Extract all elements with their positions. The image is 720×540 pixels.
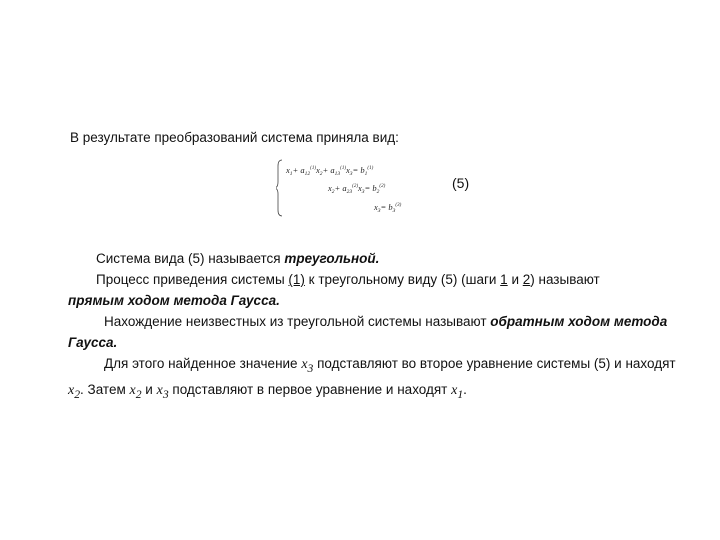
eq3-term: $x_3= b_3^{(3)}$ xyxy=(374,202,402,214)
triangular-system xyxy=(276,158,426,218)
p2-text-c: и xyxy=(507,272,523,287)
eq2-term: $x_2+ a_{23}^{(2)}x_3= b_2^{(2)}$ xyxy=(328,183,386,195)
p4-text-a: Для этого найденное значение xyxy=(104,356,302,371)
system-row-2 xyxy=(327,183,386,195)
term-backward-pass: обратным ходом метода Гаусса. xyxy=(68,314,668,350)
eq1-term: $x_1+ a_{12}^{(1)}x_2+ a_{13}^{(1)}x_3= b_1^{(1)}$ xyxy=(286,165,374,177)
link-step-2[interactable]: 2 xyxy=(522,272,531,287)
var-x1: $x_1$ xyxy=(451,382,464,401)
link-step-1[interactable]: 1 xyxy=(500,272,508,287)
var-x3-second: $x_3$ xyxy=(156,382,169,401)
equation-number: (5) xyxy=(452,175,470,191)
system-brace xyxy=(276,160,282,216)
p4-text-f: . xyxy=(463,381,467,397)
p2-text-d: ) называют xyxy=(530,272,600,287)
paragraph-substitution xyxy=(68,353,678,405)
p1-text: Система вида (5) называется xyxy=(96,251,285,266)
term-triangular: треугольной. xyxy=(284,251,380,266)
p4-text-c: . Затем xyxy=(80,381,130,397)
paragraph-forward-pass xyxy=(68,269,678,311)
p2-text-a: Процесс приведения системы xyxy=(96,272,289,287)
link-system-1[interactable]: (1) xyxy=(288,272,305,287)
system-row-1 xyxy=(285,165,374,177)
p4-text-d: и xyxy=(141,381,157,397)
var-x3: $x_3$ xyxy=(301,357,314,375)
system-row-3 xyxy=(373,202,402,214)
var-x2-second: $x_2$ xyxy=(129,382,142,401)
paragraph-triangular xyxy=(68,248,706,269)
intro-text: В результате преобразований система приняла вид: xyxy=(70,130,399,145)
paragraph-backward-pass xyxy=(68,311,678,353)
p4-text-e: подставляют в первое уравнение и находят xyxy=(168,381,452,397)
p2-text-b: к треугольному виду (5) (шаги xyxy=(304,272,501,287)
term-forward-pass: прямым ходом метода Гаусса. xyxy=(68,293,280,308)
var-x2: $x_2$ xyxy=(68,382,81,401)
p4-text-b: подставляют во второе уравнение системы (5) и находят xyxy=(313,356,676,371)
p3-text: Нахождение неизвестных из треугольной системы называют xyxy=(104,314,491,329)
